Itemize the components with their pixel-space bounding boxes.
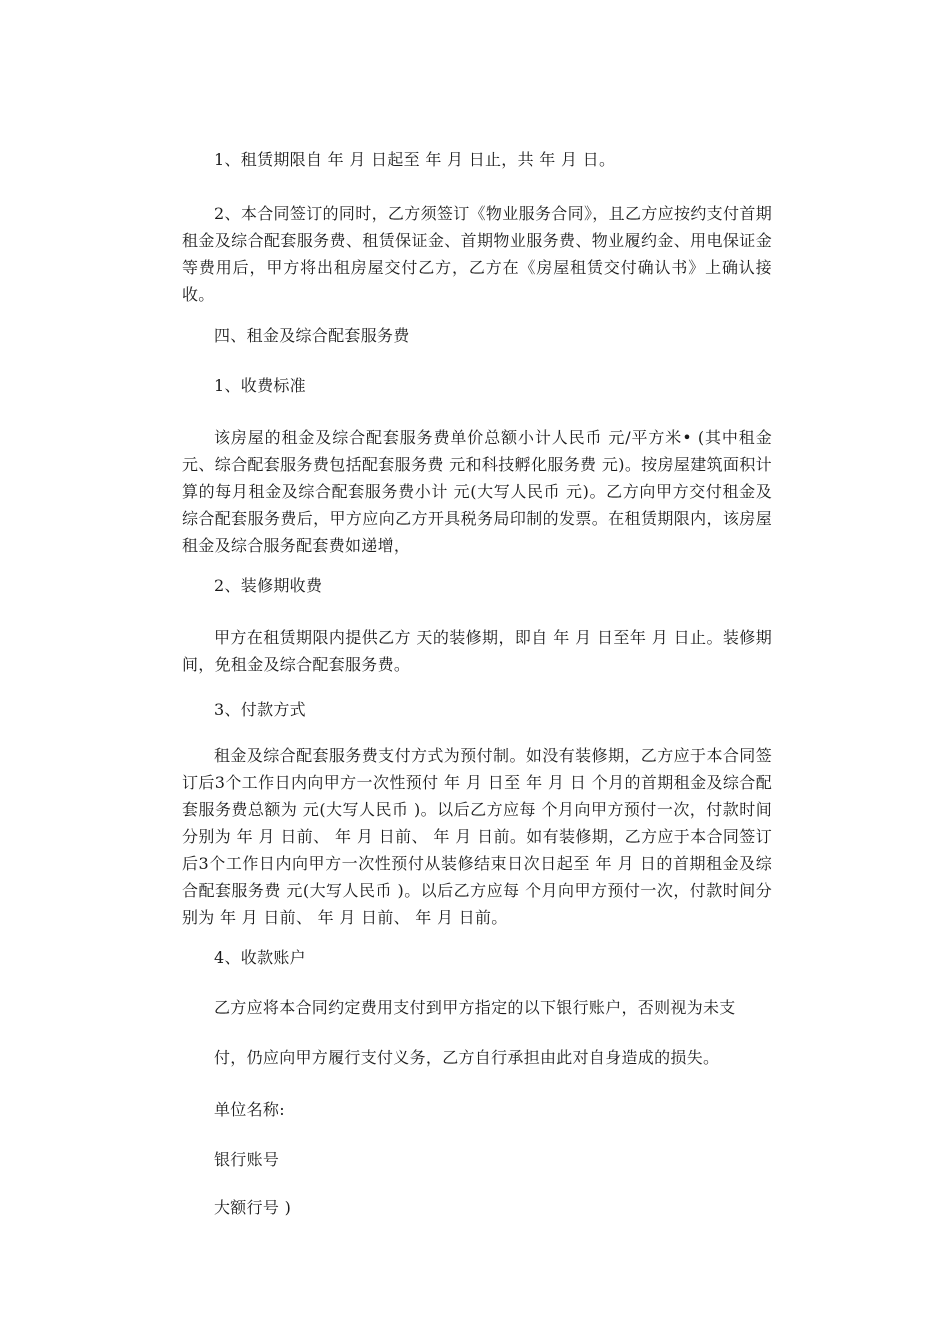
account-instruction-line-1: 乙方应将本合同约定费用支付到甲方指定的以下银行账户，否则视为未支 xyxy=(214,998,736,1017)
subheading-fee-standard: 1、收费标准 xyxy=(214,376,306,395)
account-name-label: 单位名称: xyxy=(214,1100,285,1119)
fee-standard-paragraph: 该房屋的租金及综合配套服务费单价总额小计人民币 元/平方米• (其中租金 元、综合配套服务费包括配套服务费 元和科技孵化服务费 元)。按房屋建筑面积计算的每月租金及综合配套服务费小计 元(大写人民币 元)。乙方向甲方交付租金及综合配套服务费后，甲方应向乙方开具税务局印制的发票。在租赁期限内，该房屋租金及综合服务配套费如递增， xyxy=(182,428,772,555)
term-paragraph: 1、租赁期限自 年 月 日起至 年 月 日止，共 年 月 日。 xyxy=(214,150,616,169)
subheading-payment-method: 3、付款方式 xyxy=(214,700,306,719)
bank-account-label: 银行账号 xyxy=(214,1150,280,1169)
subheading-renovation-fee: 2、装修期收费 xyxy=(214,576,323,595)
delivery-paragraph: 2、本合同签订的同时，乙方须签订《物业服务合同》，且乙方应按约支付首期租金及综合配套服务费、租赁保证金、首期物业服务费、物业履约金、用电保证金等费用后，甲方将出租房屋交付乙方，乙方在《房屋租赁交付确认书》上确认接收。 xyxy=(182,204,772,304)
account-instruction-line-2: 付，仍应向甲方履行支付义务，乙方自行承担由此对自身造成的损失。 xyxy=(214,1048,720,1067)
payment-method-paragraph: 租金及综合配套服务费支付方式为预付制。如没有装修期，乙方应于本合同签订后3个工作日内向甲方一次性预付 年 月 日至 年 月 日 个月的首期租金及综合配套服务费总额为 元(大写人民币 )。以后乙方应每 个月向甲方预付一次，付款时间分别为 年 月 日前、 年 月 日前、 年 月 日前。如有装修期，乙方应于本合同签订后3个工作日内向甲方一次性预付从装修结束日次日起至 年 月 日的首期租金及综合配套服务费 元(大写人民币 )。以后乙方应每 个月向甲方预付一次，付款时间分别为 年 月 日前、 年 月 日前、 年 月 日前。 xyxy=(182,746,772,927)
section-heading-rent: 四、租金及综合配套服务费 xyxy=(214,326,410,345)
large-amount-number-label: 大额行号 ) xyxy=(214,1198,292,1217)
subheading-receiving-account: 4、收款账户 xyxy=(214,948,306,967)
renovation-paragraph: 甲方在租赁期限内提供乙方 天的装修期，即自 年 月 日至年 月 日止。装修期间，免租金及综合配套服务费。 xyxy=(182,628,772,674)
